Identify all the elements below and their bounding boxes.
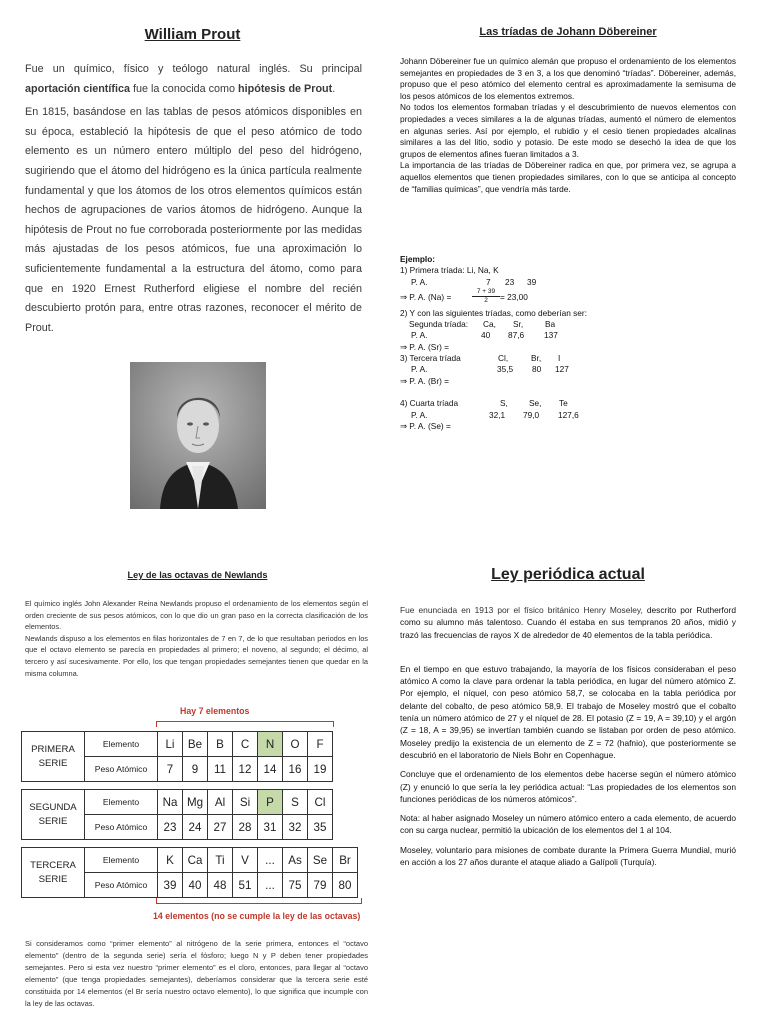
example-label: Ejemplo: (400, 254, 436, 264)
triad-2-element: Ca, (483, 319, 496, 330)
seven-elements-note: Hay 7 elementos (180, 706, 250, 716)
moseley-paragraph-3: Concluye que el ordenamiento de los elementos debe hacerse según el número atómico (Z) y enunció lo que sería la ley periódica actual: “Las propiedades de los elementos son funciones periódicas de los números atómicos”. (400, 769, 736, 804)
prout-heading: William Prout (144, 26, 241, 43)
element-cell: Ca (183, 848, 208, 873)
prout-body (25, 60, 362, 342)
weight-cell: 23 (158, 815, 183, 840)
triad-1-calc: ⇒ P. A. (Na) = (400, 291, 452, 302)
element-cell: As (283, 848, 308, 873)
weight-cell: 31 (258, 815, 283, 840)
prout-p1-text: fue la conocida como (130, 82, 239, 95)
series-name: PRIMERA SERIE (22, 732, 85, 782)
triad-2-intro: 2) Y con las siguientes tríadas, como deberían ser: (400, 307, 587, 318)
triad-2-element: Ba (545, 319, 556, 330)
triad-4-calc: ⇒ P. A. (Se) = (400, 420, 451, 431)
fraction-numerator: 7 + 39 (472, 287, 500, 297)
dobereiner-body (400, 56, 736, 195)
row-label-atomic-weight: Peso Atómico (85, 757, 158, 782)
element-cell: ... (258, 848, 283, 873)
prout-paragraph-2: En 1815, basándose en las tablas de pesos atómicos disponibles en su época, estableció la hipótesis de que el peso atómico de todo elemento es un número entero múltiplo del peso del hidrógeno, sugiriendo que el átomo del hidrógeno es la única partícula realmente fundamental y que los átomos de los otros elementos químicos están hechos de agrupaciones de varios átomos de hidrógeno. Aunque la hipótesis de Prout no fue corroborada posteriormente por las medidas más ajustadas de los pesos atómicos, fue una aproximación lo suficientemente fundamental a la estructura del átomo, como para que en 1920 Ernest Rutherford eligiese el nombre del recién descubierto protón para, entre otras razones, reconocer el mérito de Prout. (25, 106, 362, 334)
row-label-element: Elemento (85, 790, 158, 815)
prout-portrait-image (130, 362, 266, 509)
triad-3-element: I (558, 353, 561, 364)
dobereiner-paragraph-1: Johann Döbereiner fue un químico alemán que propuso el ordenamiento de los elementos semejantes en propiedades de 3 en 3, a los que denominó “tríadas”. Döbereiner, además, propuso que el peso atómico del elemento central es aproximadamente la semisuma de los pesos atómicos de los elementos extremos. (400, 56, 736, 101)
weight-cell: 39 (158, 873, 183, 898)
element-cell: S (283, 790, 308, 815)
triad-4-element: Te (559, 398, 568, 409)
element-cell: B (208, 732, 233, 757)
row-label-atomic-weight: Peso Atómico (85, 873, 158, 898)
seven-elements-bracket (156, 721, 334, 727)
triad-2-value: 40 (481, 330, 491, 341)
weight-cell: 27 (208, 815, 233, 840)
dobereiner-paragraph-3: La importancia de las tríadas de Döbereiner radica en que, por primera vez, se agrupa a aquellos elementos que tienen propiedades similares, con lo que se anticipa al concepto de “familias químicas”, que vendría más tarde. (400, 160, 736, 194)
weight-cell: 28 (233, 815, 258, 840)
series-table-third (21, 847, 358, 898)
triad-4-element: Se, (529, 398, 542, 409)
element-cell: Cl (308, 790, 333, 815)
element-cell: F (308, 732, 333, 757)
weight-cell: 48 (208, 873, 233, 898)
triad-3-pa-label: P. A. (411, 364, 428, 375)
prout-p1-bold: hipótesis de Prout (238, 82, 333, 95)
row-label-element: Elemento (85, 732, 158, 757)
moseley-p1-text: Fue enunciada en 1913 por el físico británico Henry Moseley, (400, 605, 647, 615)
fourteen-elements-note: 14 elementos (no se cumple la ley de las octavas) (153, 911, 361, 921)
newlands-body (25, 598, 368, 679)
triad-2-value: 87,6 (508, 330, 525, 341)
weight-cell: 7 (158, 757, 183, 782)
weight-cell: 80 (333, 873, 358, 898)
triad-3-value: 127 (555, 364, 569, 375)
dobereiner-heading: Las tríadas de Johann Döbereiner (479, 26, 657, 38)
element-cell: V (233, 848, 258, 873)
weight-cell: 75 (283, 873, 308, 898)
weight-cell: 24 (183, 815, 208, 840)
triad-3-label: 3) Tercera tríada (400, 353, 461, 364)
weight-cell: 14 (258, 757, 283, 782)
element-cell: Si (233, 790, 258, 815)
fourteen-elements-bracket (156, 898, 362, 904)
element-cell: Mg (183, 790, 208, 815)
triad-2-calc: ⇒ P. A. (Sr) = (400, 341, 449, 352)
triad-2-value: 137 (544, 330, 558, 341)
element-cell: Al (208, 790, 233, 815)
newlands-paragraph-1: El químico inglés John Alexander Reina Newlands propuso el ordenamiento de los elementos según el orden creciente de sus pesos atómicos, con lo que dio un gran paso en la correcta clasificación de los elementos. (25, 599, 368, 632)
triad-1-value: 39 (527, 276, 537, 287)
prout-p1-text: Fue un químico, físico y teólogo natural inglés. Su principal (25, 63, 362, 75)
triad-4-value: 127,6 (558, 409, 579, 420)
weight-cell: 9 (183, 757, 208, 782)
dobereiner-paragraph-2: No todos los elementos formaban tríadas y el descubrimiento de nuevos elementos con propiedades a veces similares a la de algunas tríadas, aumentó el número de elementos en algunas series. Así por ejemplo, el rubidio y el cesio tienen propiedades alcalinas similares a las del litio, sodio y potasio. De este modo se desechó la idea de que los grupos de elementos afines fueran limitados a 3. (400, 102, 736, 159)
element-cell: C (233, 732, 258, 757)
series-table-second (21, 789, 333, 840)
element-cell: K (158, 848, 183, 873)
element-cell: Se (308, 848, 333, 873)
weight-cell: 12 (233, 757, 258, 782)
triad-4-value: 32,1 (489, 409, 506, 420)
newlands-paragraph-2: Newlands dispuso a los elementos en filas horizontales de 7 en 7, de lo que resultaban periodos en los que el octavo elemento se parecía en propiedades al primero; el noveno, al segundo; el décimo, al tercero y así sucesivamente. Por ello, los que tengan propiedades semejantes tienen que quedar en la misma columna. (25, 633, 368, 678)
triad-2-element: Sr, (513, 319, 524, 330)
moseley-body (400, 604, 736, 875)
moseley-heading: Ley periódica actual (491, 566, 645, 583)
triad-4-label: 4) Cuarta tríada (400, 398, 459, 409)
element-cell: Br (333, 848, 358, 873)
weight-cell: 19 (308, 757, 333, 782)
row-label-atomic-weight: Peso Atómico (85, 815, 158, 840)
element-cell: O (283, 732, 308, 757)
triad-3-calc: ⇒ P. A. (Br) = (400, 375, 449, 386)
triad-1-result: = 23,00 (500, 291, 528, 302)
weight-cell: 51 (233, 873, 258, 898)
triad-1-value: 23 (505, 276, 515, 287)
portrait-illustration (130, 362, 266, 509)
weight-cell: ... (258, 873, 283, 898)
weight-cell: 79 (308, 873, 333, 898)
triad-3-element: Cl, (498, 353, 509, 364)
prout-p1-text: . (332, 82, 336, 95)
newlands-heading: Ley de las octavas de Newlands (127, 570, 268, 580)
weight-cell: 11 (208, 757, 233, 782)
moseley-paragraph-1 (400, 604, 736, 641)
fraction-denominator: 2 (484, 296, 488, 304)
triad-4-pa-label: P. A. (411, 409, 428, 420)
newlands-conclusion: Si consideramos como “primer elemento” al nitrógeno de la serie primera, entonces el “octavo elemento” (dentro de la segunda serie) sería el fósforo; luego N y P deben tener propiedades semejantes. Pero si esta vez nuestro “primer elemento” es el cloro, entonces, para llegar al “octavo elemento” (que tenga propiedades semejantes), deberíamos considerar que la tercera serie esté constituida por 14 elementos (el Br sería nuestro octavo elemento), lo que significa que incumple con la ley de las octavas. (25, 939, 368, 1008)
prout-p1-bold: aportación científica (25, 82, 130, 95)
triad-3-value: 35,5 (497, 364, 514, 375)
triad-1-header: 1) Primera tríada: Li, Na, K (400, 265, 499, 276)
triad-4-element: S, (500, 398, 508, 409)
element-cell: Be (183, 732, 208, 757)
weight-cell: 35 (308, 815, 333, 840)
element-cell: Ti (208, 848, 233, 873)
series-name: TERCERA SERIE (22, 848, 85, 898)
weight-cell: 32 (283, 815, 308, 840)
triad-2-label: Segunda tríada: (409, 319, 469, 330)
triad-2-pa-label: P. A. (411, 330, 428, 341)
triad-3-value: 80 (532, 364, 542, 375)
weight-cell: 40 (183, 873, 208, 898)
triad-3-element: Br, (531, 353, 542, 364)
weight-cell: 16 (283, 757, 308, 782)
series-table-first (21, 731, 333, 782)
element-cell: Li (158, 732, 183, 757)
row-label-element: Elemento (85, 848, 158, 873)
moseley-paragraph-4: Nota: al haber asignado Moseley un número atómico entero a cada elemento, de acuerdo con su carga nuclear, permitió la ubicación de los elementos del 1 al 104. (400, 813, 736, 836)
element-cell: Na (158, 790, 183, 815)
moseley-p1-text: descrito por Rutherford como su alumno más talentoso. Cuando él estaba en sus tempranos 20 años, midió y trazó las frecuencias de rayos X de alrededor de 40 elementos de la tabla periódica. (400, 605, 736, 640)
prout-paragraph-1 (25, 60, 362, 99)
triad-1-pa-label: P. A. (411, 276, 428, 287)
series-name: SEGUNDA SERIE (22, 790, 85, 840)
triad-1-value: 7 (486, 276, 491, 287)
element-cell-highlighted: P (258, 790, 283, 815)
triad-4-value: 79,0 (523, 409, 540, 420)
dobereiner-example (400, 254, 736, 432)
moseley-paragraph-2: En el tiempo en que estuvo trabajando, la mayoría de los físicos consideraban el peso atómico A como la clave para ordenar la tabla periódica, en lugar del número atómico Z. Por ejemplo, el níquel, con peso atómico 58,7, se colocaba en la tabla periódica por delante del cobalto, de peso atómico 58,9. El trabajo de Moseley mostró que el cobalto tenía un número atómico de 27 y el níquel de 28. El potasio (Z = 19, A = 39,10) y el argón (Z = 18, A = 39,95) se invertían también cuando se listaban por orden de peso atómico. Moseley predijo la existencia de un elemento de Z = 72 (hafnio), que posteriormente se descubrió en el laboratorio de Niels Bohr en Copenhague. (400, 663, 736, 760)
element-cell-highlighted: N (258, 732, 283, 757)
moseley-paragraph-5: Moseley, voluntario para misiones de combate durante la Primera Guerra Mundial, murió en acción a los 27 años durante el ataque aliado a Galípoli (Turquía). (400, 844, 736, 868)
